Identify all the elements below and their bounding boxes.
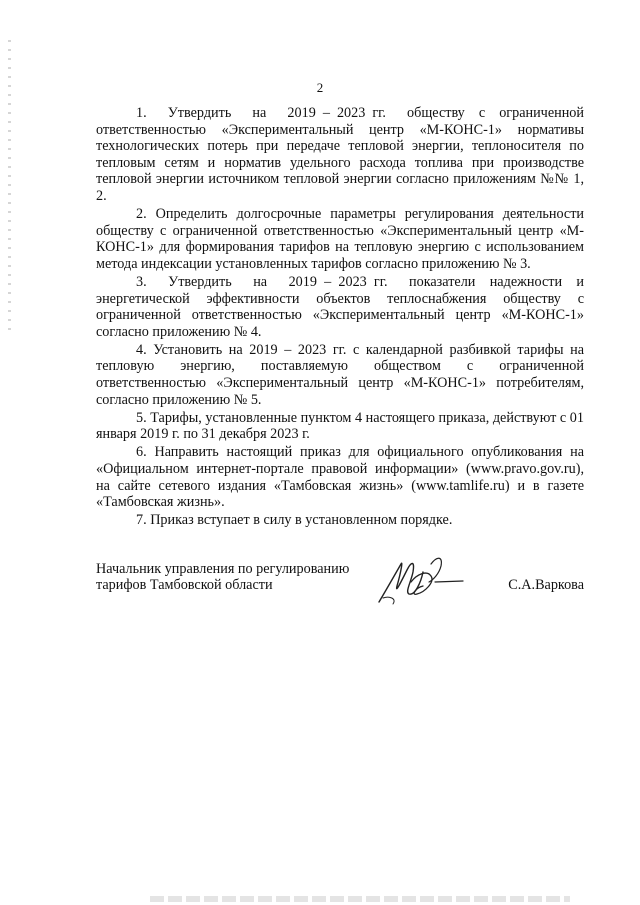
signature-block — [96, 562, 584, 622]
document-body — [96, 105, 584, 530]
page-number: 2 — [316, 80, 324, 95]
paragraph-5: 5. Тарифы, установленные пунктом 4 настоящего приказа, действуют с 01 января 2019 г. по 31 декабря 2023 г. — [96, 409, 584, 443]
signatory-title-line-2: тарифов Тамбовской области — [96, 576, 273, 593]
paragraph-4: 4. Установить на 2019 – 2023 гг. с календарной разбивкой тарифы на тепловую энергию, поставляемую обществом с ограниченной ответственностью «Экспериментальный центр «М-КОНС-1» потребителям, согласно приложению № 5. — [96, 341, 584, 408]
signatory-name: С.А.Варкова — [508, 577, 584, 593]
signatory-title — [96, 562, 376, 593]
scan-bottom-artifact — [150, 896, 570, 902]
paragraph-2: 2. Определить долгосрочные параметры регулирования деятельности обществу с ограниченной ответственностью «Экспериментальный центр «М-КОНС-1» для формирования тарифов на тепловую энергию с использованием метода индексации установленных тарифов согласно приложению № 3. — [96, 206, 584, 272]
paragraph-3: 3. Утвердить на 2019 – 2023 гг. показатели надежности и энергетической эффективности объектов теплоснабжения обществу с ограниченной ответственностью «Экспериментальный центр «М-КОНС-1» согласно приложению № 4. — [96, 273, 584, 340]
paragraph-1: 1. Утвердить на 2019 – 2023 гг. обществу с ограниченной ответственностью «Экспериментальный центр «М-КОНС-1» нормативы технологических потерь при передаче тепловой энергии, теплоносителя по тепловым сетям и норматив удельного расхода топлива при производстве тепловой энергии источником тепловой энергии согласно приложениям №№ 1, 2. — [96, 105, 584, 204]
signatory-title-line-1: Начальник управления по регулированию — [96, 561, 350, 577]
paragraph-6: 6. Направить настоящий приказ для официального опубликования на «Официальном интернет-портале правовой информации» (www.pravo.gov.ru), на сайте сетевого издания «Тамбовская жизнь» (www.tamlife.ru) и в газете «Тамбовская жизнь». — [96, 444, 584, 511]
paragraph-7: 7. Приказ вступает в силу в установленном порядке. — [136, 512, 453, 529]
handwritten-signature — [371, 552, 471, 612]
